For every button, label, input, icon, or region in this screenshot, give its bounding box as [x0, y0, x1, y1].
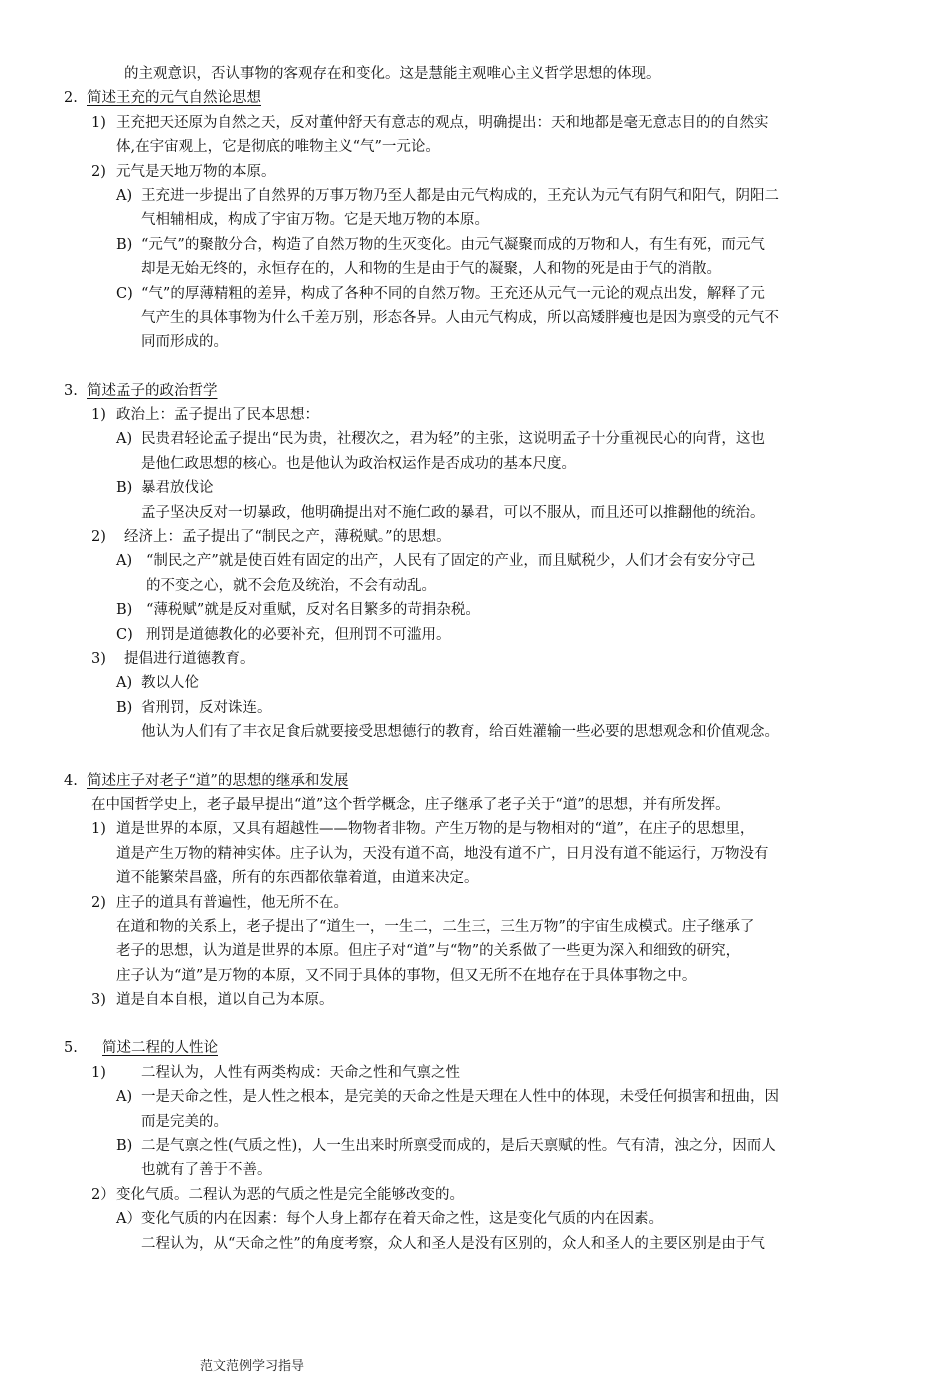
line-text: 在中国哲学史上，老子最早提出“道”这个哲学概念，庄子继承了老子关于“道”的思想，并有所发挥。	[91, 796, 730, 813]
line-text: 政治上：孟子提出了民本思想：	[116, 407, 319, 424]
text-line	[0, 647, 950, 671]
text-line	[0, 330, 950, 354]
line-text: 道是产生万物的精神实体。庄子认为，天没有道不高，地没有道不广，日月没有道不能运行，万物没有	[116, 845, 769, 862]
text-line	[0, 988, 950, 1012]
list-marker: A)	[116, 1089, 133, 1106]
list-marker: A)	[116, 431, 133, 448]
line-text: “元气”的聚散分合，构造了自然万物的生灭变化。由元气凝聚而成的万物和人，有生有死，而元气	[141, 236, 765, 253]
line-text: 体,在宇宙观上，它是彻底的唯物主义“气”一元论。	[116, 139, 440, 156]
line-text: 气产生的具体事物为什么千差万别，形态各异。人由元气构成，所以高矮胖瘦也是因为禀受的元气不	[141, 309, 779, 326]
text-line	[0, 574, 950, 598]
list-marker: B)	[116, 236, 133, 253]
list-marker: A）	[116, 1211, 141, 1228]
text-line	[0, 403, 950, 427]
text-line	[0, 427, 950, 451]
list-marker: 3)	[91, 650, 106, 667]
line-text: 教以人伦	[141, 675, 199, 692]
list-marker: 3)	[91, 992, 106, 1009]
line-text: 王充进一步提出了自然界的万事万物乃至人都是由元气构成的，王充认为元气有阴气和阳气，阴阳二	[141, 187, 779, 204]
line-text: 庄子的道具有普遍性，他无所不在。	[116, 894, 348, 911]
line-text: 却是无始无终的，永恒存在的，人和物的生是由于气的凝聚，人和物的死是由于气的消散。	[141, 261, 721, 278]
text-line	[0, 233, 950, 257]
blank-line	[0, 355, 950, 379]
text-line	[0, 1207, 950, 1231]
text-line	[0, 866, 950, 890]
text-line	[0, 939, 950, 963]
text-line	[0, 135, 950, 159]
list-marker: 2）	[91, 1186, 115, 1203]
text-line	[0, 671, 950, 695]
line-text: 老子的思想，认为道是世界的本原。但庄子对“道”与“物”的关系做了一些更为深入和细致的研究，	[116, 943, 741, 960]
list-marker: 1)	[91, 1064, 106, 1081]
line-text: 二是气禀之性(气质之性)，人一生出来时所禀受而成的，是后天禀赋的性。气有清，浊之分，因而人	[141, 1138, 776, 1155]
list-marker: 2)	[91, 894, 106, 911]
blank-line	[0, 745, 950, 769]
line-text: 道不能繁荣昌盛，所有的东西都依靠着道，由道来决定。	[116, 870, 479, 887]
list-marker: 4.	[64, 772, 78, 789]
line-text: 的不变之心，就不会危及统治，不会有动乱。	[146, 577, 436, 594]
list-marker: 2)	[91, 529, 106, 546]
list-marker: B)	[116, 480, 133, 497]
line-text: “薄税赋”就是反对重赋，反对名目繁多的苛捐杂税。	[146, 602, 480, 619]
text-line	[0, 160, 950, 184]
text-line	[0, 1110, 950, 1134]
text-line	[0, 476, 950, 500]
line-text: 经济上：孟子提出了“制民之产，薄税赋。”的思想。	[124, 529, 451, 546]
text-line	[0, 257, 950, 281]
text-line	[0, 1061, 950, 1085]
text-line	[0, 842, 950, 866]
section-heading	[0, 379, 950, 403]
line-text: “气”的厚薄精粗的差异，构成了各种不同的自然万物。王充还从元气一元论的观点出发，解释了元	[141, 285, 765, 302]
list-marker: A)	[116, 675, 133, 692]
heading-text: 简述王充的元气自然论思想	[87, 90, 261, 107]
text-line	[0, 964, 950, 988]
line-text: 元气是天地万物的本原。	[116, 163, 276, 180]
heading-text: 简述二程的人性论	[102, 1040, 218, 1057]
list-marker: C)	[116, 626, 133, 643]
heading-text: 简述孟子的政治哲学	[87, 382, 218, 399]
text-line	[0, 111, 950, 135]
heading-text: 简述庄子对老子“道”的思想的继承和发展	[87, 772, 349, 789]
list-marker: 3.	[64, 382, 78, 399]
line-text: 二程认为，从“天命之性”的角度考察，众人和圣人是没有区别的，众人和圣人的主要区别是由于气	[141, 1235, 765, 1252]
text-line	[0, 1134, 950, 1158]
line-text: 是他仁政思想的核心。也是他认为政治权运作是否成功的基本尺度。	[141, 455, 576, 472]
list-marker: 1)	[91, 114, 106, 131]
line-text: 他认为人们有了丰衣足食后就要接受思想德行的教育，给百姓灌输一些必要的思想观念和价值观念。	[141, 724, 779, 741]
text-line	[0, 452, 950, 476]
list-marker: 2.	[64, 90, 78, 107]
text-line	[0, 598, 950, 622]
list-marker: B)	[116, 699, 133, 716]
line-text: 民贵君轻论孟子提出“民为贵，社稷次之，君为轻”的主张，这说明孟子十分重视民心的向背，这也	[141, 431, 765, 448]
line-text: 而是完美的。	[141, 1113, 228, 1130]
document-body	[0, 62, 950, 1256]
line-text: 变化气质。二程认为恶的气质之性是完全能够改变的。	[116, 1186, 464, 1203]
line-text: 提倡进行道德教育。	[124, 650, 255, 667]
text-line	[0, 696, 950, 720]
text-line	[0, 817, 950, 841]
list-marker: B)	[116, 602, 133, 619]
text-line	[0, 623, 950, 647]
section-heading	[0, 86, 950, 110]
section-heading	[0, 769, 950, 793]
list-marker: 1)	[91, 821, 106, 838]
line-text: 一是天命之性，是人性之根本，是完美的天命之性是天理在人性中的体现，未受任何损害和扭曲，因	[141, 1089, 779, 1106]
line-text: 暴君放伐论	[141, 480, 214, 497]
line-text: 孟子坚决反对一切暴政，他明确提出对不施仁政的暴君，可以不服从，而且还可以推翻他的统治。	[141, 504, 765, 521]
text-line	[0, 282, 950, 306]
line-text: 道是世界的本原，又具有超越性——物物者非物。产生万物的是与物相对的“道”，在庄子的思想里，	[116, 821, 755, 838]
line-text: 王充把天还原为自然之天，反对董仲舒天有意志的观点，明确提出：天和地都是毫无意志目的的自然实	[116, 114, 769, 131]
line-text: 庄子认为“道”是万物的本原，又不同于具体的事物，但又无所不在地存在于具体事物之中。	[116, 967, 697, 984]
text-line	[0, 501, 950, 525]
list-marker: C)	[116, 285, 133, 302]
line-text: 二程认为，人性有两类构成：天命之性和气禀之性	[141, 1064, 460, 1081]
page-footer: 范文范例学习指导	[200, 1359, 305, 1374]
line-text: 同而形成的。	[141, 334, 228, 351]
text-line	[0, 793, 950, 817]
text-line	[0, 1158, 950, 1182]
text-line	[0, 891, 950, 915]
text-line	[0, 208, 950, 232]
text-line	[0, 1183, 950, 1207]
line-text: 也就有了善于不善。	[141, 1162, 272, 1179]
text-line	[0, 1232, 950, 1256]
text-line	[0, 1085, 950, 1109]
list-marker: B)	[116, 1138, 133, 1155]
list-marker: 1)	[91, 407, 106, 424]
text-line	[0, 720, 950, 744]
text-line	[0, 549, 950, 573]
section-heading	[0, 1036, 950, 1060]
text-line	[0, 915, 950, 939]
line-text: 省刑罚，反对诛连。	[141, 699, 272, 716]
list-marker: 5.	[64, 1040, 78, 1057]
line-text: 气相辅相成，构成了宇宙万物。它是天地万物的本原。	[141, 212, 489, 229]
line-text: 的主观意识，否认事物的客观存在和变化。这是慧能主观唯心主义哲学思想的体现。	[124, 66, 661, 82]
text-line	[0, 62, 950, 86]
line-text: 在道和物的关系上，老子提出了“道生一，一生二，二生三，三生万物”的宇宙生成模式。庄子继承了	[116, 918, 755, 935]
list-marker: 2)	[91, 163, 106, 180]
list-marker: A)	[116, 553, 133, 570]
text-line	[0, 525, 950, 549]
line-text: 变化气质的内在因素：每个人身上都存在着天命之性，这是变化气质的内在因素。	[141, 1211, 663, 1228]
list-marker: A)	[116, 187, 133, 204]
line-text: 道是自本自根，道以自己为本原。	[116, 992, 334, 1009]
blank-line	[0, 1012, 950, 1036]
line-text: 刑罚是道德教化的必要补充，但刑罚不可滥用。	[146, 626, 451, 643]
line-text: “制民之产”就是使百姓有固定的出产，人民有了固定的产业，而且赋税少，人们才会有安分守己	[146, 553, 756, 570]
text-line	[0, 184, 950, 208]
text-line	[0, 306, 950, 330]
